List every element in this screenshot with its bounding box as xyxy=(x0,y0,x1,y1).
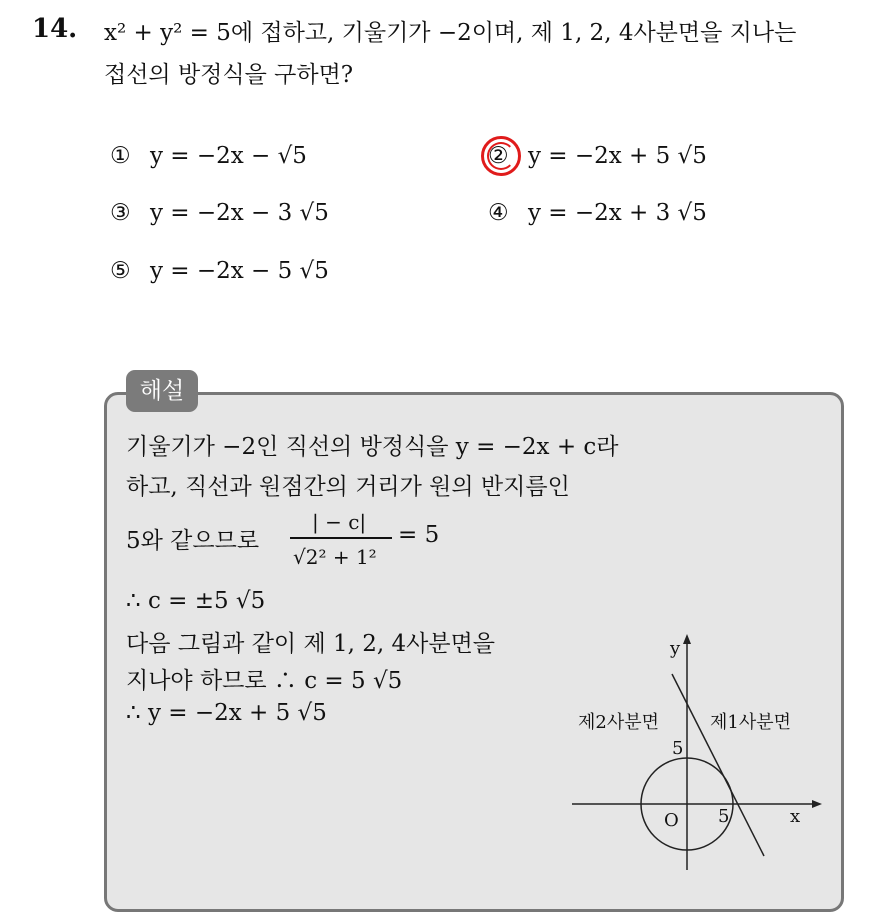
solution-line-2: 하고, 직선과 원점간의 거리가 원의 반지름인 xyxy=(126,474,570,500)
choice-1[interactable] xyxy=(110,143,307,169)
x-axis-label: x xyxy=(790,806,801,827)
choice-1-number: ① xyxy=(110,143,131,169)
choice-3[interactable] xyxy=(110,200,329,226)
choice-4[interactable] xyxy=(488,200,707,226)
question-number: 14. xyxy=(32,14,78,44)
choice-2-number: ② xyxy=(488,143,509,169)
choice-5-number: ⑤ xyxy=(110,258,131,284)
fraction-denominator: √2² + 1² xyxy=(293,545,377,569)
origin-label: O xyxy=(664,810,679,831)
tangent-line-graph xyxy=(560,630,830,890)
question-text-line2: 접선의 방정식을 구하면? xyxy=(104,62,354,88)
solution-line-5: 다음 그림과 같이 제 1, 2, 4사분면을 xyxy=(126,631,496,657)
solution-line-3: 5와 같으므로 xyxy=(126,528,260,554)
solution-line-1: 기울기가 −2인 직선의 방정식을 y = −2x + c라 xyxy=(126,434,619,460)
tangent-line xyxy=(672,674,764,856)
choice-4-number: ④ xyxy=(488,200,509,226)
answer-circle-mark xyxy=(481,136,521,176)
question-text-line1: x² + y² = 5에 접하고, 기울기가 −2이며, 제 1, 2, 4사분면을 지나는 xyxy=(104,20,797,46)
choice-1-text: y = −2x − √5 xyxy=(149,143,307,169)
fraction-bar xyxy=(290,537,392,539)
solution-line-7: ∴ y = −2x + 5 √5 xyxy=(126,700,327,726)
y-tick-5: 5 xyxy=(672,738,684,759)
choice-3-text: y = −2x − 3 √5 xyxy=(149,200,329,226)
quadrant-2-label: 제2사분면 xyxy=(578,712,660,733)
x-axis-arrow-icon xyxy=(812,800,822,808)
choice-3-number: ③ xyxy=(110,200,131,226)
choice-5[interactable] xyxy=(110,258,329,284)
choice-5-text: y = −2x − 5 √5 xyxy=(149,258,329,284)
choice-2-text: y = −2x + 5 √5 xyxy=(527,143,707,169)
fraction-rhs: = 5 xyxy=(398,522,440,548)
solution-line-4: ∴ c = ±5 √5 xyxy=(126,588,266,614)
quadrant-1-label: 제1사분면 xyxy=(710,712,792,733)
solution-tag: 해설 xyxy=(126,370,198,412)
fraction-numerator: | − c| xyxy=(312,510,367,534)
choice-4-text: y = −2x + 3 √5 xyxy=(527,200,707,226)
y-axis-label: y xyxy=(670,638,681,659)
y-axis-arrow-icon xyxy=(683,634,691,644)
solution-line-6: 지나야 하므로 ∴ c = 5 √5 xyxy=(126,668,403,694)
x-tick-5: 5 xyxy=(718,806,730,827)
